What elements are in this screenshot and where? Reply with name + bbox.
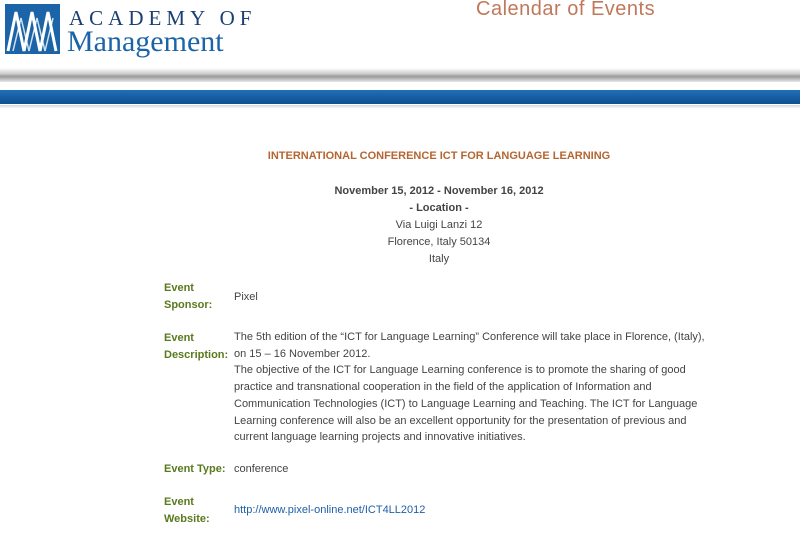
website-label [164, 494, 210, 528]
sponsor-label [164, 280, 212, 314]
description-line: on 15 – 16 November 2012. [234, 347, 371, 360]
event-dates: November 15, 2012 - November 16, 2012 [334, 185, 544, 197]
type-value: conference [234, 463, 289, 475]
sponsor-label-line: Event [164, 282, 194, 294]
logo-line1: ACADEMY OF [69, 6, 257, 30]
nav-bar-shadow [0, 105, 800, 109]
description-label-line: Description: [164, 349, 229, 361]
logo-line2: Management [67, 25, 224, 58]
description-line: The 5th edition of the “ICT for Language Learning” Conference will take place in Florence, (Italy), [234, 331, 705, 343]
type-label: Event Type: [164, 463, 226, 475]
academy-logo-icon[interactable] [5, 4, 60, 54]
description-line: The objective of the ICT for Language Learning conference is to promote the sharing of good [234, 364, 686, 377]
website-link[interactable]: http://www.pixel-online.net/ICT4LL2012 [234, 504, 426, 516]
sponsor-label-line: Sponsor: [164, 299, 213, 311]
description-value [234, 329, 714, 446]
page-title: Calendar of Events [476, 0, 656, 20]
description-line: Communication Technologies (ICT) to Language Learning and Teaching. The ICT for Language [234, 397, 698, 410]
event-location-block [0, 183, 800, 268]
website-label-line: Event [164, 496, 194, 508]
description-line: Learning conference will also be an excellent opportunity for the presentation of previous and [234, 414, 687, 427]
description-line: current language learning projects and innovative initiatives. [234, 431, 526, 444]
event-title: INTERNATIONAL CONFERENCE ICT FOR LANGUAGE LEARNING [267, 150, 611, 162]
location-heading: - Location - [409, 202, 469, 214]
address-line: Via Luigi Lanzi 12 [395, 219, 483, 231]
website-label-line: Website: [164, 513, 210, 525]
address-line: Florence, Italy 50134 [387, 236, 491, 248]
nav-bar [0, 90, 800, 104]
description-line: practice and transnational cooperation in the field of the application of Information and [234, 381, 652, 394]
site-header [0, 0, 800, 68]
sponsor-value: Pixel [234, 291, 258, 303]
description-label [164, 330, 228, 364]
address-line: Italy [428, 253, 450, 265]
description-label-line: Event [164, 332, 194, 344]
header-divider [0, 68, 800, 82]
